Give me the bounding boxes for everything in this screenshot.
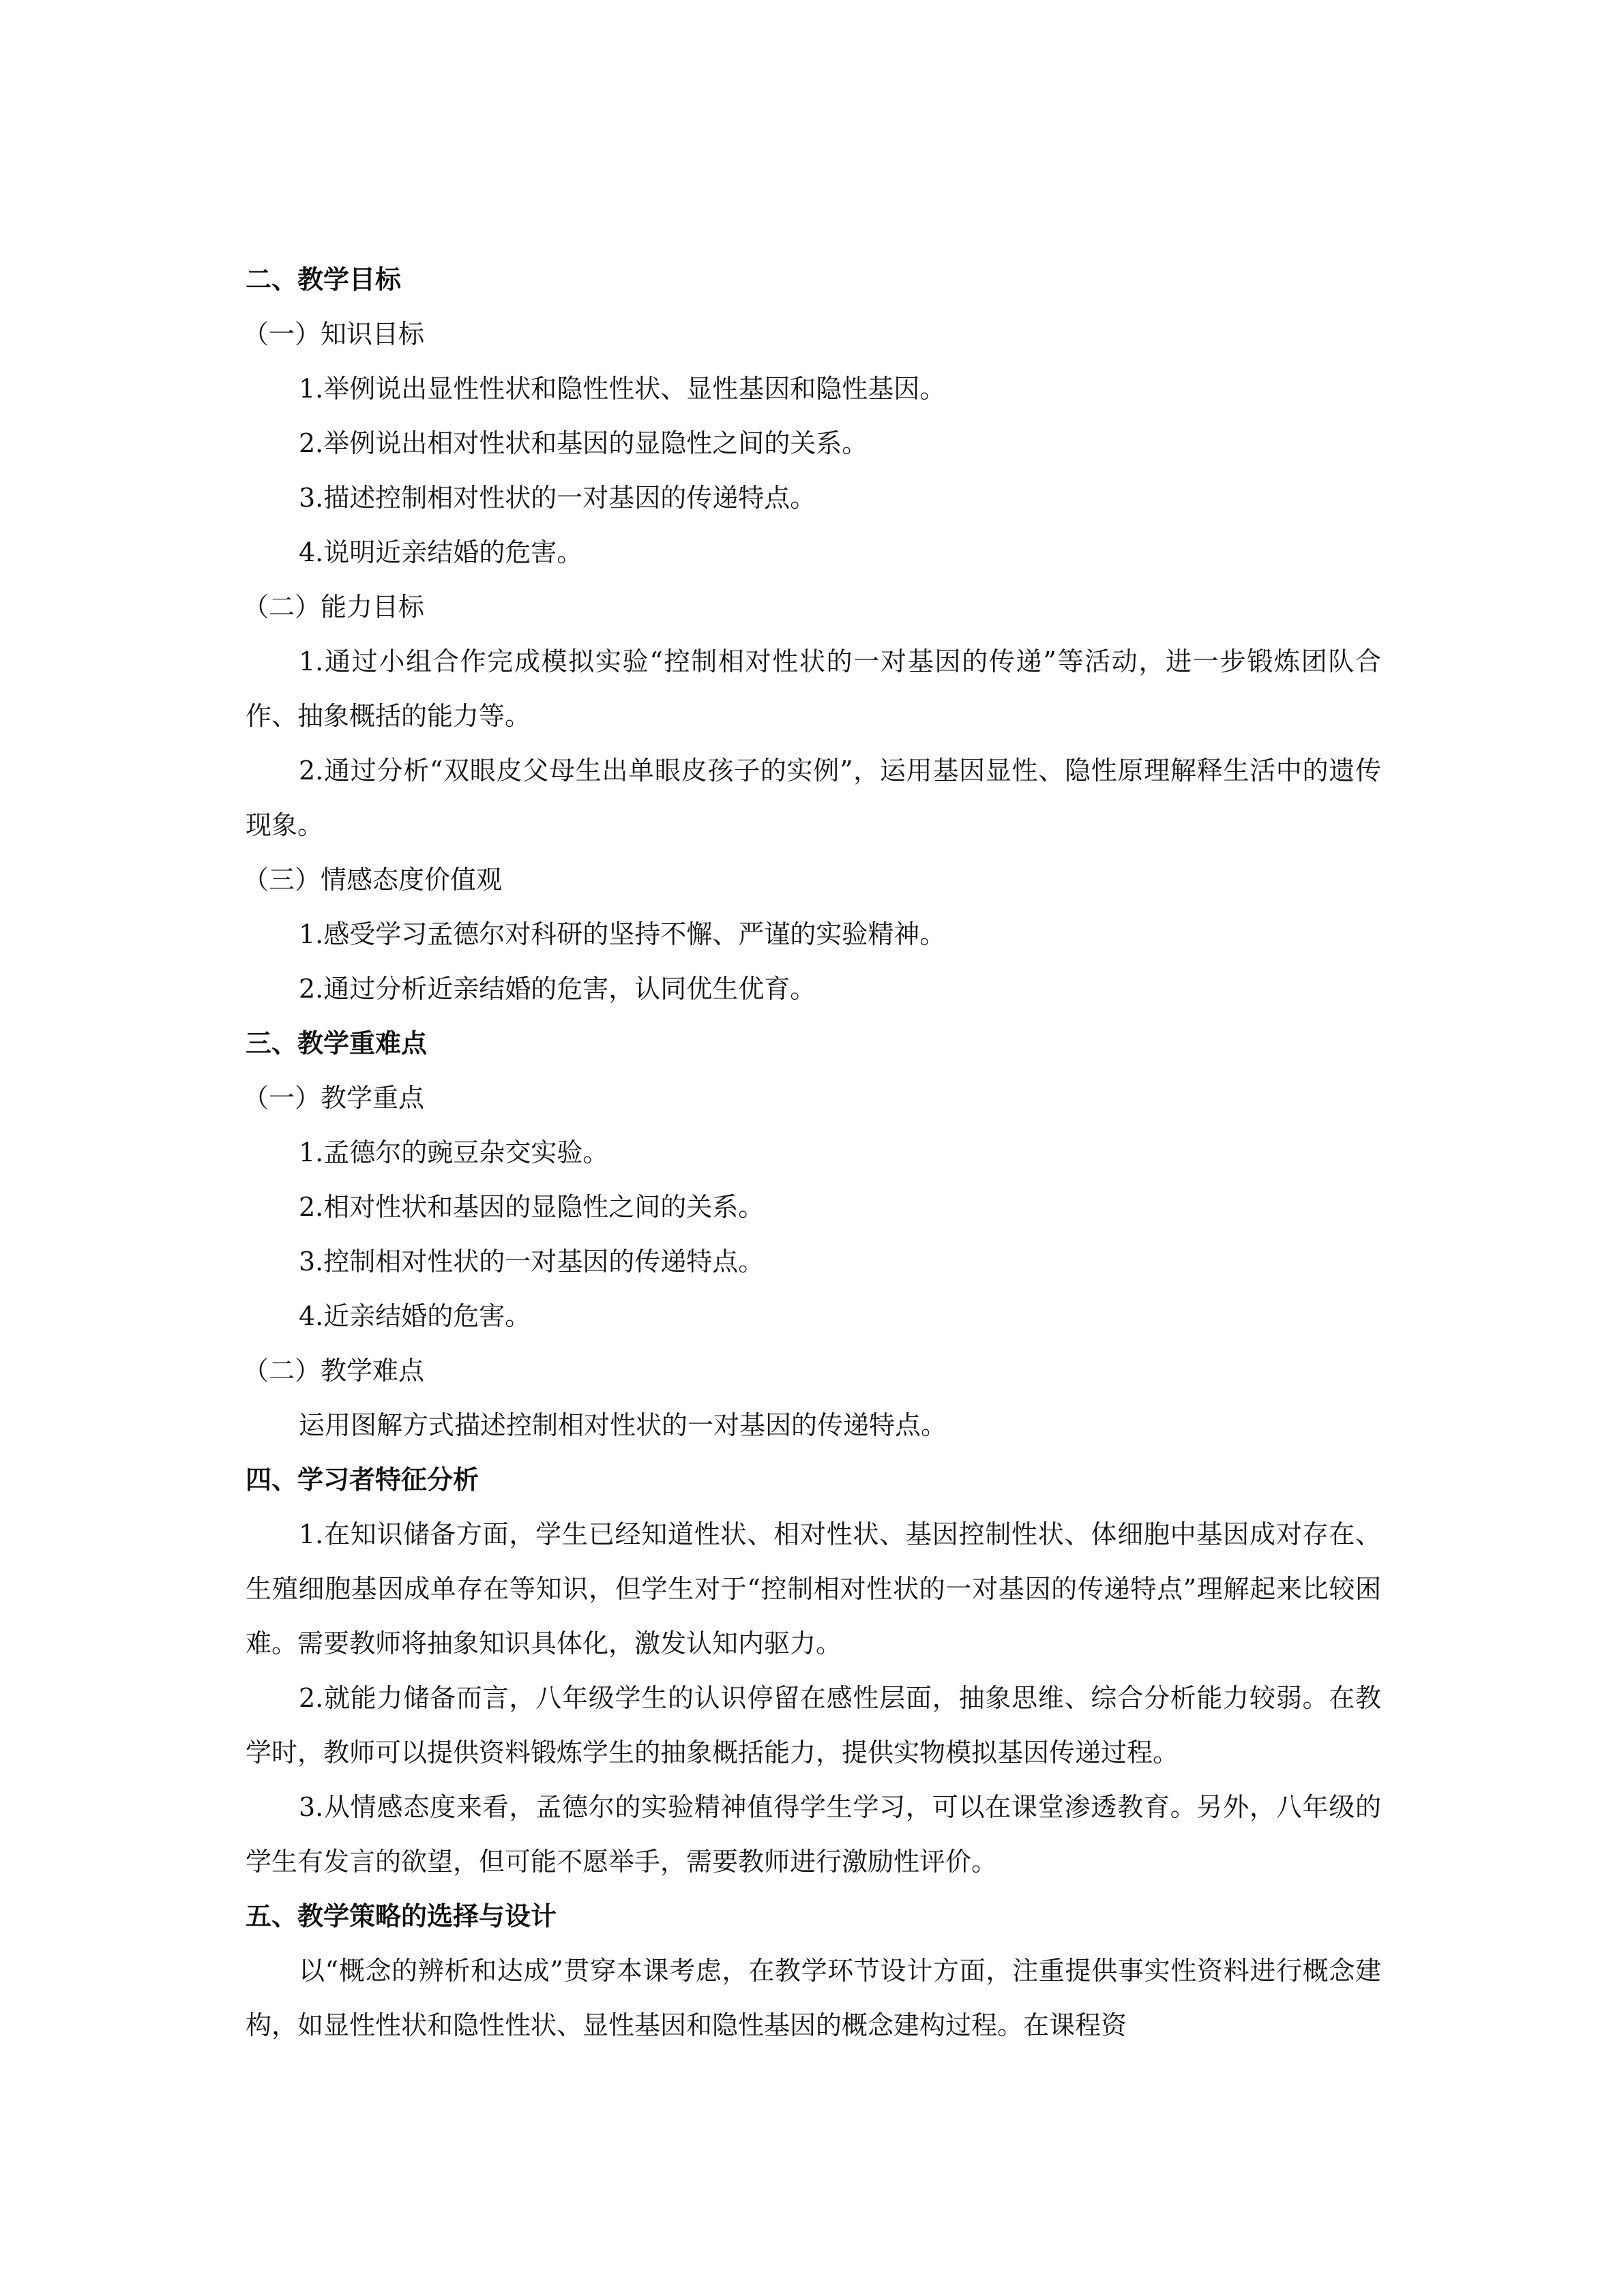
section-heading-key-points: 三、教学重难点 <box>246 1028 428 1058</box>
list-item: 2.举例说出相对性状和基因的显隐性之间的关系。 <box>299 428 868 458</box>
list-item: 4.说明近亲结婚的危害。 <box>299 537 583 567</box>
paragraph: 2.就能力储备而言，八年级学生的认识停留在感性层面，抽象思维、综合分析能力较弱。在教学时，教师可以提供资料锻炼学生的抽象概括能力，提供实物模拟基因传递过程。 <box>246 1683 1381 1768</box>
list-item: 1.感受学习孟德尔对科研的坚持不懈、严谨的实验精神。 <box>299 919 946 949</box>
list-item: 运用图解方式描述控制相对性状的一对基因的传递特点。 <box>299 1410 947 1440</box>
subheading-ability-goals: （二）能力目标 <box>243 592 425 622</box>
paragraph: 1.在知识储备方面，学生已经知道性状、相对性状、基因控制性状、体细胞中基因成对存在、生殖细胞基因成单存在等知识，但学生对于“控制相对性状的一对基因的传递特点”理解起来比较困难。需要教师将抽象知识具体化，激发认知内驱力。 <box>246 1519 1381 1658</box>
paragraph: 2.通过分析“双眼皮父母生出单眼皮孩子的实例”，运用基因显性、隐性原理解释生活中的遗传现象。 <box>246 756 1381 840</box>
subheading-teaching-focus: （一）教学重点 <box>243 1083 425 1113</box>
list-item: 1.举例说出显性性状和隐性性状、显性基因和隐性基因。 <box>299 374 946 404</box>
list-item: 3.描述控制相对性状的一对基因的传递特点。 <box>299 483 816 513</box>
document-page <box>243 252 1381 2053</box>
subheading-knowledge-goals: （一）知识目标 <box>243 319 425 349</box>
list-item: 2.相对性状和基因的显隐性之间的关系。 <box>299 1192 765 1222</box>
paragraph: 以“概念的辨析和达成”贯穿本课考虑，在教学环节设计方面，注重提供事实性资料进行概念建构，如显性性状和隐性性状、显性基因和隐性基因的概念建构过程。在课程资 <box>246 1956 1381 2040</box>
section-heading-teaching-goals: 二、教学目标 <box>246 264 402 295</box>
subheading-teaching-difficulty: （二）教学难点 <box>243 1356 425 1386</box>
list-item: 4.近亲结婚的危害。 <box>299 1301 531 1331</box>
section-heading-teaching-strategy: 五、教学策略的选择与设计 <box>246 1900 557 1931</box>
list-item: 3.控制相对性状的一对基因的传递特点。 <box>299 1247 765 1277</box>
paragraph: 3.从情感态度来看，孟德尔的实验精神值得学生学习，可以在课堂渗透教育。另外，八年级的学生有发言的欲望，但可能不愿举手，需要教师进行激励性评价。 <box>246 1792 1381 1877</box>
list-item: 1.孟德尔的豌豆杂交实验。 <box>299 1137 609 1167</box>
paragraph: 1.通过小组合作完成模拟实验“控制相对性状的一对基因的传递”等活动，进一步锻炼团队合作、抽象概括的能力等。 <box>246 646 1381 731</box>
list-item: 2.通过分析近亲结婚的危害，认同优生优育。 <box>299 974 816 1004</box>
subheading-emotion-goals: （三）情感态度价值观 <box>243 865 503 895</box>
section-heading-learner-analysis: 四、学习者特征分析 <box>246 1464 479 1495</box>
